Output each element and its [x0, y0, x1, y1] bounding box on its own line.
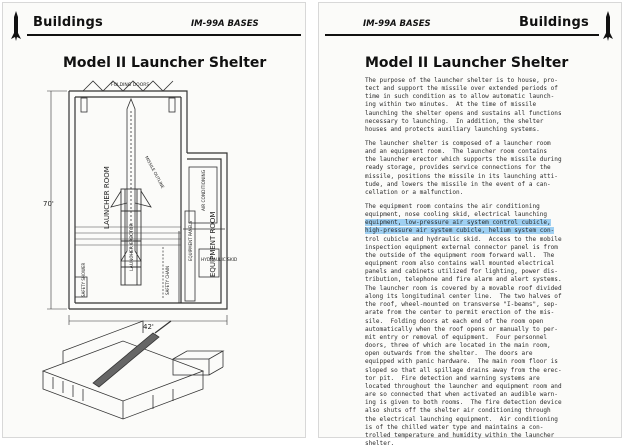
text-line: ing within two minutes. At the time of missile	[365, 101, 537, 109]
text-line: panels and cabinets utilized for lighting, power dis-	[365, 268, 558, 276]
text-line: mit entry or removal of equipment. Four personnel	[365, 333, 548, 341]
safety-shower-label: SAFETY SHOWER	[81, 262, 86, 297]
text-line: along its longitudinal center line. The two halves of	[365, 293, 562, 301]
roof-beams	[75, 227, 181, 245]
text-line: tude, and lowers the missile in the event of a can-	[365, 180, 551, 188]
text-line: The equipment room contains the air conditioning	[365, 203, 540, 210]
page-heading: Model II Launcher Shelter	[365, 55, 569, 71]
text-line: cellation or a malfunction.	[365, 188, 464, 196]
text-line: doors, three of which are located in the main room,	[365, 342, 551, 350]
text-line: ready storage, provides service connections for the	[365, 164, 551, 172]
text-line: the outside of the equipment room forward wall. The	[365, 251, 555, 259]
header-title: Buildings	[33, 15, 103, 30]
floor-plan-diagram	[3, 71, 307, 439]
equipment-panels-label: EQUIPMENT PANELS	[188, 220, 193, 261]
text-line: The launcher room is covered by a movable roof divided	[365, 285, 562, 292]
text-line: automatically when the roof opens or manually to per-	[365, 325, 558, 333]
text-line: arate from the center to permit erection of the mis-	[365, 309, 555, 317]
missile-outline-label: MISSILE OUTLINE	[144, 155, 166, 190]
text-line: time in such condition as to allow automatic launch-	[365, 93, 555, 101]
launcher-erector-label: LAUNCHER ERECTOR	[130, 223, 135, 271]
text-line: tribution, telephone and fire alarm and alert systems.	[365, 276, 562, 284]
highlighted-text-line: equipment, low-pressure air system control cubicle,	[365, 219, 551, 227]
header-title: Buildings	[519, 15, 589, 30]
right-page	[318, 2, 622, 447]
safety-chain-label: SAFETY CHAIN	[165, 265, 170, 295]
left-page	[2, 2, 306, 438]
air-conditioning-label: AIR CONDITIONING	[202, 169, 207, 211]
text-line: tect and support the missile over extended periods of	[365, 85, 558, 93]
missile-icon	[603, 11, 613, 41]
header-subtitle: IM-99A BASES	[191, 19, 259, 29]
launcher-room-label: LAUNCHER ROOM	[103, 166, 111, 229]
text-line: the launcher erector which supports the missile during	[365, 156, 562, 164]
hydraulic-skid-label: HYDRAULIC SKID	[201, 258, 238, 263]
width-dimension-label: 42'	[143, 323, 154, 331]
missile-icon	[11, 11, 21, 41]
text-line: the electrical launching equipment. Air conditioning	[365, 415, 558, 423]
text-line: The purpose of the launcher shelter is to house, pro-	[365, 77, 558, 84]
paragraph-equipment-room	[365, 203, 601, 285]
text-line: trolled temperature and humidity within the launcher	[365, 431, 555, 439]
header-subtitle: IM-99A BASES	[363, 19, 431, 29]
figure-title: Model II Launcher Shelter	[63, 55, 267, 71]
text-line: houses and protects auxiliary launching systems.	[365, 125, 540, 133]
text-line: ing is given to both rooms. The fire detection device	[365, 399, 562, 407]
text-line: launching the shelter opens and sustains all functions	[365, 109, 562, 117]
paragraph-purpose	[365, 77, 601, 134]
highlighted-text-line: high-pressure air system cubicle, helium system con-	[365, 227, 555, 235]
equipment-room-label: EQUIPMENT ROOM	[209, 211, 217, 277]
paragraph-composition	[365, 140, 601, 197]
isometric-sketch	[43, 321, 223, 419]
text-line: open outwards from the shelter. The doors are	[365, 350, 533, 358]
text-line: inspection equipment external connector panel is from	[365, 243, 558, 251]
text-line: are so connected that when activated an audible warn-	[365, 391, 558, 399]
text-line: missile, positions the missile in its launching atti-	[365, 172, 558, 180]
text-line: necessary to launching. In addition, the shelter	[365, 117, 544, 125]
text-line: sloped so that all spillage drains away from the erec-	[365, 366, 562, 374]
text-line: the roof, wheel-mounted on transverse "I-beams", sep-	[365, 301, 558, 309]
text-line: and an equipment room. The launcher room contains	[365, 148, 548, 156]
paragraph-launcher-room	[365, 285, 601, 448]
text-line: also shuts off the shelter air conditioning through	[365, 407, 551, 415]
text-line: equipped with panic hardware. The main room floor is	[365, 358, 558, 366]
text-line: sile. Folding doors at each end of the room open	[365, 317, 544, 325]
text-line: trol cubicle and hydraulic skid. Access to the mobile	[365, 235, 562, 243]
text-line: located throughout the launcher and equipment room and	[365, 382, 562, 390]
height-dimension-label: 70'	[43, 200, 54, 208]
text-line: The launcher shelter is composed of a launcher room	[365, 140, 551, 147]
text-line: is of the chilled water type and maintains a con-	[365, 423, 544, 431]
text-line: equipment room also contains wall mounted electrical	[365, 260, 555, 268]
text-line: equipment, nose cooling skid, electrical launching	[365, 211, 548, 219]
text-line: shelter.	[365, 439, 395, 447]
folding-doors-label: FOLDING DOORS	[111, 83, 150, 88]
header-rule	[325, 34, 599, 36]
text-line: tor pit. Fire detection and warning systems are	[365, 374, 540, 382]
header-rule	[27, 34, 301, 36]
